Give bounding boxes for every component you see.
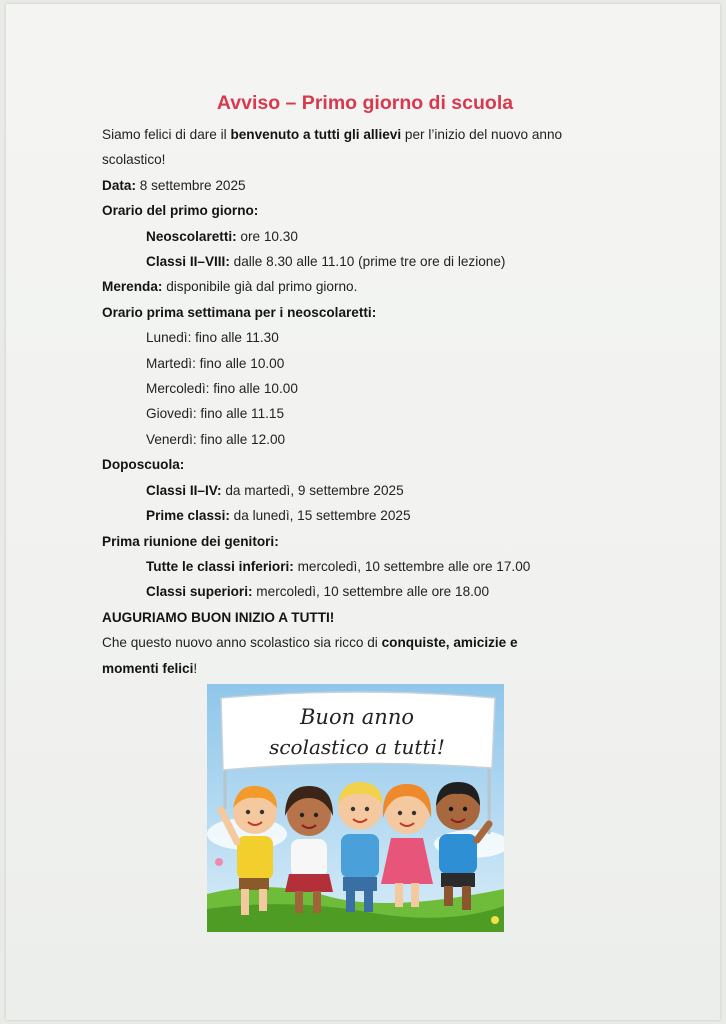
weekday-item: Venerdì: fino alle 12.00 (146, 431, 286, 447)
closing-text: Che questo nuovo anno scolastico sia ricco di (102, 635, 382, 651)
illustration-svg (207, 684, 504, 932)
first-day-item (102, 249, 622, 274)
closing-paragraph (102, 630, 572, 681)
item-label: Neoscolaretti: (146, 228, 237, 244)
first-week-label: Orario prima settimana per i neoscolaretti: (102, 304, 377, 320)
item-value: mercoledì, 10 settembre alle ore 17.00 (293, 558, 531, 574)
afterschool-item (102, 478, 622, 503)
date-line (102, 173, 622, 198)
snack-line (102, 274, 622, 299)
first-week-heading (102, 300, 622, 325)
first-day-heading (102, 198, 622, 223)
snack-value: disponibile già dal primo giorno. (162, 279, 358, 295)
meeting-heading (102, 529, 622, 554)
item-value: da martedì, 9 settembre 2025 (221, 482, 404, 498)
afterschool-item (102, 503, 622, 528)
banner-text-line1: Buon anno (299, 705, 415, 729)
item-label: Tutte le classi inferiori: (146, 558, 294, 574)
snack-label: Merenda: (102, 279, 163, 295)
children-illustration (207, 684, 504, 932)
weekday-item: Lunedì: fino alle 11.30 (146, 330, 279, 346)
afterschool-label: Doposcuola: (102, 457, 185, 473)
item-label: Classi II–IV: (146, 482, 222, 498)
item-value: mercoledì, 10 settembre alle ore 18.00 (252, 584, 490, 600)
intro-text: Siamo felici di dare il (102, 127, 231, 142)
flower (491, 916, 499, 924)
notice-title: Avviso – Primo giorno di scuola (216, 92, 514, 114)
item-label: Prime classi: (146, 508, 230, 524)
first-day-item (102, 224, 622, 249)
meeting-item (102, 554, 622, 579)
meeting-label: Prima riunione dei genitori: (102, 533, 279, 549)
wish-line (102, 605, 622, 630)
date-value: 8 settembre 2025 (136, 177, 246, 193)
banner-text-line2: scolastico a tutti! (269, 735, 445, 759)
item-value: da lunedì, 15 settembre 2025 (229, 508, 411, 524)
wish-text: AUGURIAMO BUON INIZIO A TUTTI! (102, 609, 335, 625)
item-label: Classi superiori: (146, 584, 253, 600)
first-day-label: Orario del primo giorno: (102, 203, 259, 219)
date-label: Data: (102, 177, 136, 193)
item-value: dalle 8.30 alle 11.10 (prime tre ore di lezione) (229, 254, 506, 270)
meeting-item (102, 579, 622, 604)
notice-body (102, 90, 622, 681)
closing-text-end: ! (193, 660, 198, 676)
closing-bold: conquiste, amicizie e momenti felici (102, 635, 518, 676)
intro-text-end: per l’inizio del nuovo anno scolastico! (102, 127, 563, 168)
flower (215, 858, 223, 866)
weekday-item: Mercoledì: fino alle 10.00 (146, 381, 298, 397)
intro-paragraph (102, 122, 607, 173)
item-value: ore 10.30 (236, 228, 298, 244)
weekday-item: Martedì: fino alle 10.00 (146, 355, 285, 371)
item-label: Classi II–VIII: (146, 254, 230, 270)
weekday-item: Giovedì: fino alle 11.15 (146, 406, 285, 422)
afterschool-heading (102, 452, 622, 477)
intro-bold: benvenuto a tutti gli allievi (230, 127, 402, 142)
